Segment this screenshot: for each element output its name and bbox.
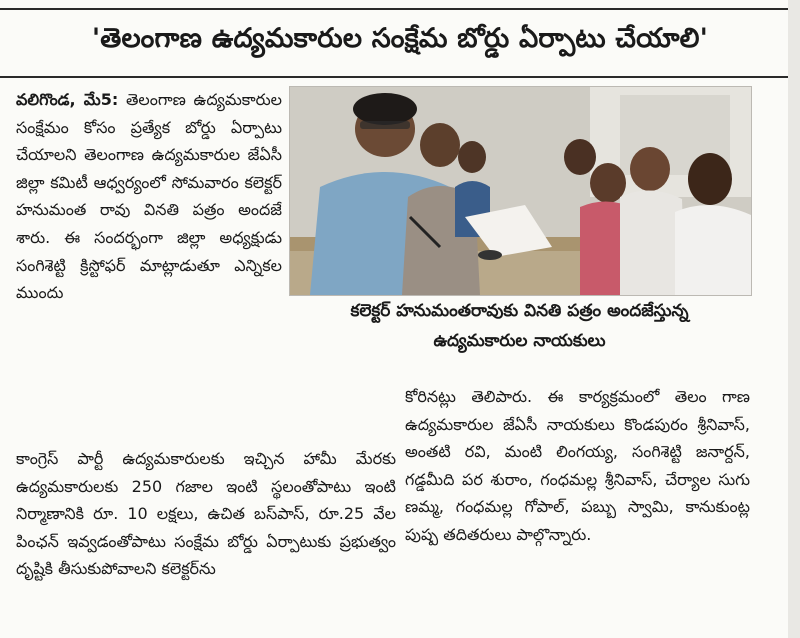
article-body-left-column (16, 86, 282, 307)
dateline: వలిగొండ, మే5: (16, 90, 119, 109)
photo-illustration (290, 87, 751, 295)
article-headline: 'తెలంగాణ ఉద్యమకారుల సంక్షేమ బోర్డు ఏర్పాటు చేయాలి' (91, 23, 709, 54)
photo-caption-line-1: కలెక్టర్ హనుమంతరావుకు వినతి పత్రం అందజేస్తున్న (350, 301, 689, 321)
news-photo (289, 86, 752, 296)
headline-rule (0, 76, 800, 78)
top-rule (0, 8, 800, 10)
page-edge (788, 0, 800, 638)
photo-caption-line-2: ఉద్యమకారుల నాయకులు (433, 331, 606, 351)
article-body-right-column: కోరినట్లు తెలిపారు. ఈ కార్యక్రమంలో తెలం గాణ ఉద్యమకారుల జేఏసీ నాయకులు కొండపురం శ్రీనివాస్, అంతటి రవి, మంటి లింగయ్య, సంగిశెట్టి జనార్దన్, గడ్డమీది పర శురాం, గంధమల్ల శ్రీనివాస్, చేర్యాల సుగు ణమ్మ, గంధమల్ల గోపాల్, పబ్బు స్వామి, కానుకుంట్ల పుష్ప తదితరులు పాల్గొన్నారు. (405, 387, 750, 544)
article-body-bottom-left: కాంగ్రెస్ పార్టీ ఉద్యమకారులకు ఇచ్చిన హామీ మేరకు ఉద్యమకారులకు 250 గజాల ఇంటి స్థలంతోపాటు ఇంటి నిర్మాణానికి రూ. 10 లక్షలు, ఉచిత బస్‌పాస్, రూ.25 వేల పింఛన్ ఇవ్వడంతోపాటు సంక్షేమ బోర్డు ఏర్పాటుకు ప్రభుత్వం దృష్టికి తీసుకుపోవాలని కలెక్టర్‌ను (16, 449, 396, 579)
photo-caption (289, 296, 750, 356)
body-text-left: తెలంగాణ ఉద్యమకారుల సంక్షేమం కోసం ప్రత్యేక బోర్డు ఏర్పాటు చేయాలని తెలంగాణ ఉద్యమకారుల జేఏసీ జిల్లా కమిటీ ఆధ్వర్యంలో సోమవారం కలెక్టర్ హనుమంత రావు వినతి పత్రం అందజే శారు. ఈ సందర్భంగా జిల్లా అధ్యక్షుడు సంగిశెట్టి క్రిస్టోఫర్ మాట్లాడుతూ ఎన్నికల ముందు (16, 90, 282, 303)
